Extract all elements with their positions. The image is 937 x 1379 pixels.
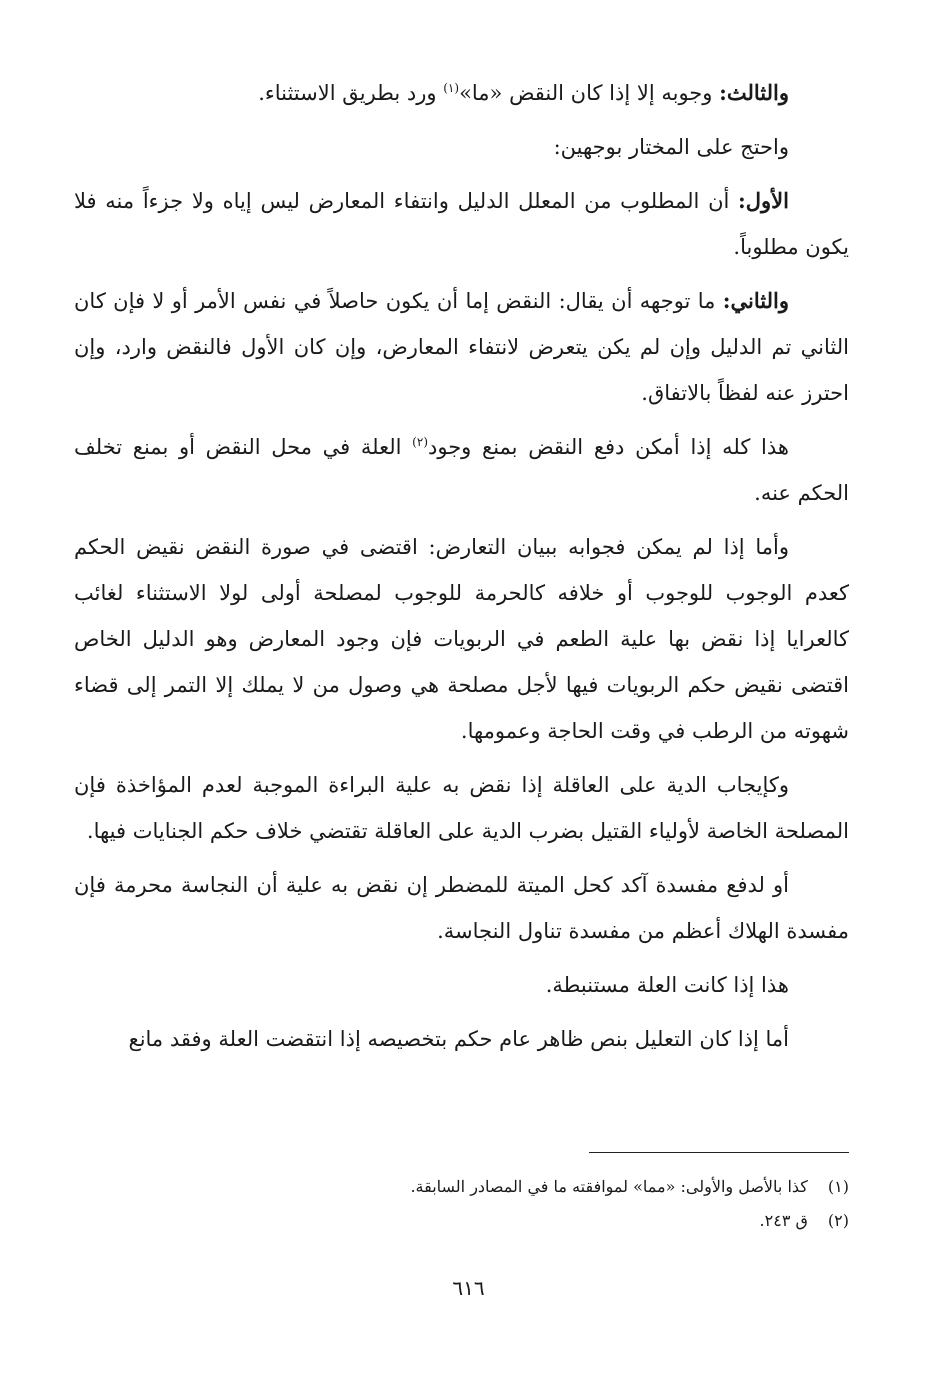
paragraph-text: وأما إذا لم يمكن فجوابه ببيان التعارض: اقتضى في صورة النقض نقيض الحكم كعدم الوجوب للوجوب أو خلافه كالحرمة للوجوب لمصلحة أولى لولا الاستثناء لغائب كالعرايا إذا نقض بها علية الطعم في الربويات فإن وجود المعارض وهو الدليل الخاص اقتضى نقيض حكم الربويات فيها لأجل مصلحة هي وصول من لا يملك إلا التمر إلى قضاء شهوته من الرطب في وقت الحاجة وعمومها. xyxy=(74,535,849,743)
paragraph-text: هذا إذا كانت العلة مستنبطة. xyxy=(545,973,789,997)
paragraph-text-after: ورد بطريق الاستثناء. xyxy=(258,81,444,105)
paragraph-text: وكإيجاب الدية على العاقلة إذا نقض به علية البراءة الموجبة لعدم المؤاخذة فإن المصلحة الخاصة لأولياء القتيل بضرب الدية على العاقلة تقتضي خلاف حكم الجنايات فيها. xyxy=(74,773,849,843)
paragraph-first xyxy=(74,178,849,270)
paragraph-second xyxy=(74,278,849,416)
paragraph-argument-intro xyxy=(74,124,849,170)
paragraph-third xyxy=(74,70,849,116)
paragraph-text-after: العلة في محل النقض أو بمنع تخلف الحكم عنه. xyxy=(74,435,849,505)
paragraph-lead: الأول: xyxy=(738,188,789,213)
paragraph-text: هذا كله إذا أمكن دفع النقض بمنع وجود xyxy=(428,435,789,459)
paragraph-diya xyxy=(74,762,849,854)
footnote-ref-1[interactable]: (١) xyxy=(443,81,460,95)
page-body xyxy=(74,70,849,1070)
paragraph-mafsada xyxy=(74,862,849,954)
footnote-2 xyxy=(74,1204,849,1238)
paragraph-text: أما إذا كان التعليل بنص ظاهر عام حكم بتخصيصه إذا انتقضت العلة وفقد مانع xyxy=(128,1027,789,1051)
footnote-text: ق ٢٤٣. xyxy=(759,1211,808,1230)
paragraph-nass xyxy=(74,1016,849,1062)
paragraph-lead: والثاني: xyxy=(722,288,789,313)
footnote-ref-2[interactable]: (٢) xyxy=(412,435,428,449)
footnote-divider xyxy=(589,1152,849,1153)
paragraph-all-this xyxy=(74,424,849,516)
page-number: ٦١٦ xyxy=(452,1276,485,1300)
paragraph-mustanbata xyxy=(74,962,849,1008)
paragraph-text: واحتج على المختار بوجهين: xyxy=(553,135,789,159)
paragraph-lead: والثالث: xyxy=(719,80,789,105)
paragraph-otherwise xyxy=(74,524,849,754)
footnote-text: كذا بالأصل والأولى: «مما» لموافقته ما في المصادر السابقة. xyxy=(410,1177,808,1196)
paragraph-text: وجوبه إلا إذا كان النقض «ما» xyxy=(459,81,720,105)
footnote-1 xyxy=(74,1170,849,1204)
footnotes xyxy=(74,1170,849,1238)
paragraph-text: ما توجهه أن يقال: النقض إما أن يكون حاصلاً في نفس الأمر أو لا فإن كان الثاني تم الدليل وإن لم يكن يتعرض لانتفاء المعارض، وإن كان الأول فالنقض وارد، وإن احترز عنه لفظاً بالاتفاق. xyxy=(74,289,849,405)
paragraph-text: أو لدفع مفسدة آكد كحل الميتة للمضطر إن نقض به علية أن النجاسة محرمة فإن مفسدة الهلاك أعظم من مفسدة تناول النجاسة. xyxy=(74,873,849,943)
footnote-number: (١) xyxy=(827,1177,849,1196)
footnote-number: (٢) xyxy=(827,1211,849,1230)
paragraph-text: أن المطلوب من المعلل الدليل وانتفاء المعارض ليس إياه ولا جزءاً منه فلا يكون مطلوباً. xyxy=(74,189,849,259)
